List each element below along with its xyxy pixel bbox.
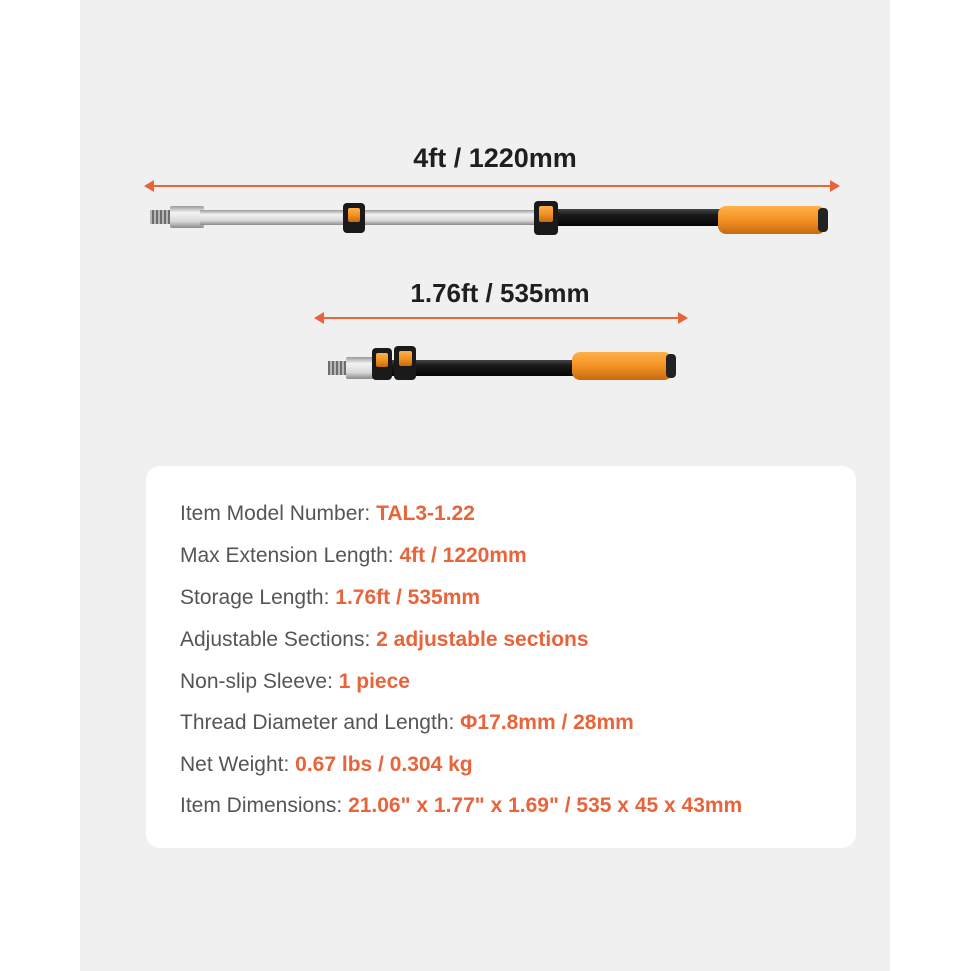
- spec-storage-length: Storage Length: 1.76ft / 535mm: [180, 586, 481, 609]
- end-cap: [666, 354, 676, 378]
- connector-ferrule: [346, 357, 374, 379]
- black-tube: [540, 209, 730, 226]
- lock-clip: [394, 346, 416, 380]
- spec-model-number: Item Model Number: TAL3-1.22: [180, 502, 475, 525]
- collapsed-pole: [328, 346, 676, 380]
- spec-thread: Thread Diameter and Length: Φ17.8mm / 28mm: [180, 711, 634, 734]
- thread-tip: [328, 361, 348, 375]
- spec-non-slip-sleeve: Non-slip Sleeve: 1 piece: [180, 670, 410, 693]
- spec-max-extension: Max Extension Length: 4ft / 1220mm: [180, 544, 527, 567]
- aluminium-tube: [200, 210, 540, 225]
- spec-net-weight: Net Weight: 0.67 lbs / 0.304 kg: [180, 753, 473, 776]
- connector-ferrule: [170, 206, 204, 228]
- end-cap: [818, 208, 828, 232]
- lock-clip: [534, 201, 558, 235]
- spec-item-dimensions: Item Dimensions: 21.06" x 1.77" x 1.69" / 535 x 45 x 43mm: [180, 794, 743, 817]
- storage-length-label: 1.76ft / 535mm: [410, 278, 590, 308]
- lock-clip: [372, 348, 392, 380]
- product-illustration: [0, 0, 970, 460]
- extended-length-label: 4ft / 1220mm: [413, 143, 577, 173]
- thread-tip: [150, 210, 172, 224]
- extended-pole: [150, 201, 828, 235]
- lock-clip: [343, 203, 365, 233]
- grip-sleeve: [718, 206, 826, 234]
- spec-adjustable-sections: Adjustable Sections: 2 adjustable sections: [180, 628, 589, 651]
- grip-sleeve: [572, 352, 672, 380]
- specifications-card: [146, 466, 856, 848]
